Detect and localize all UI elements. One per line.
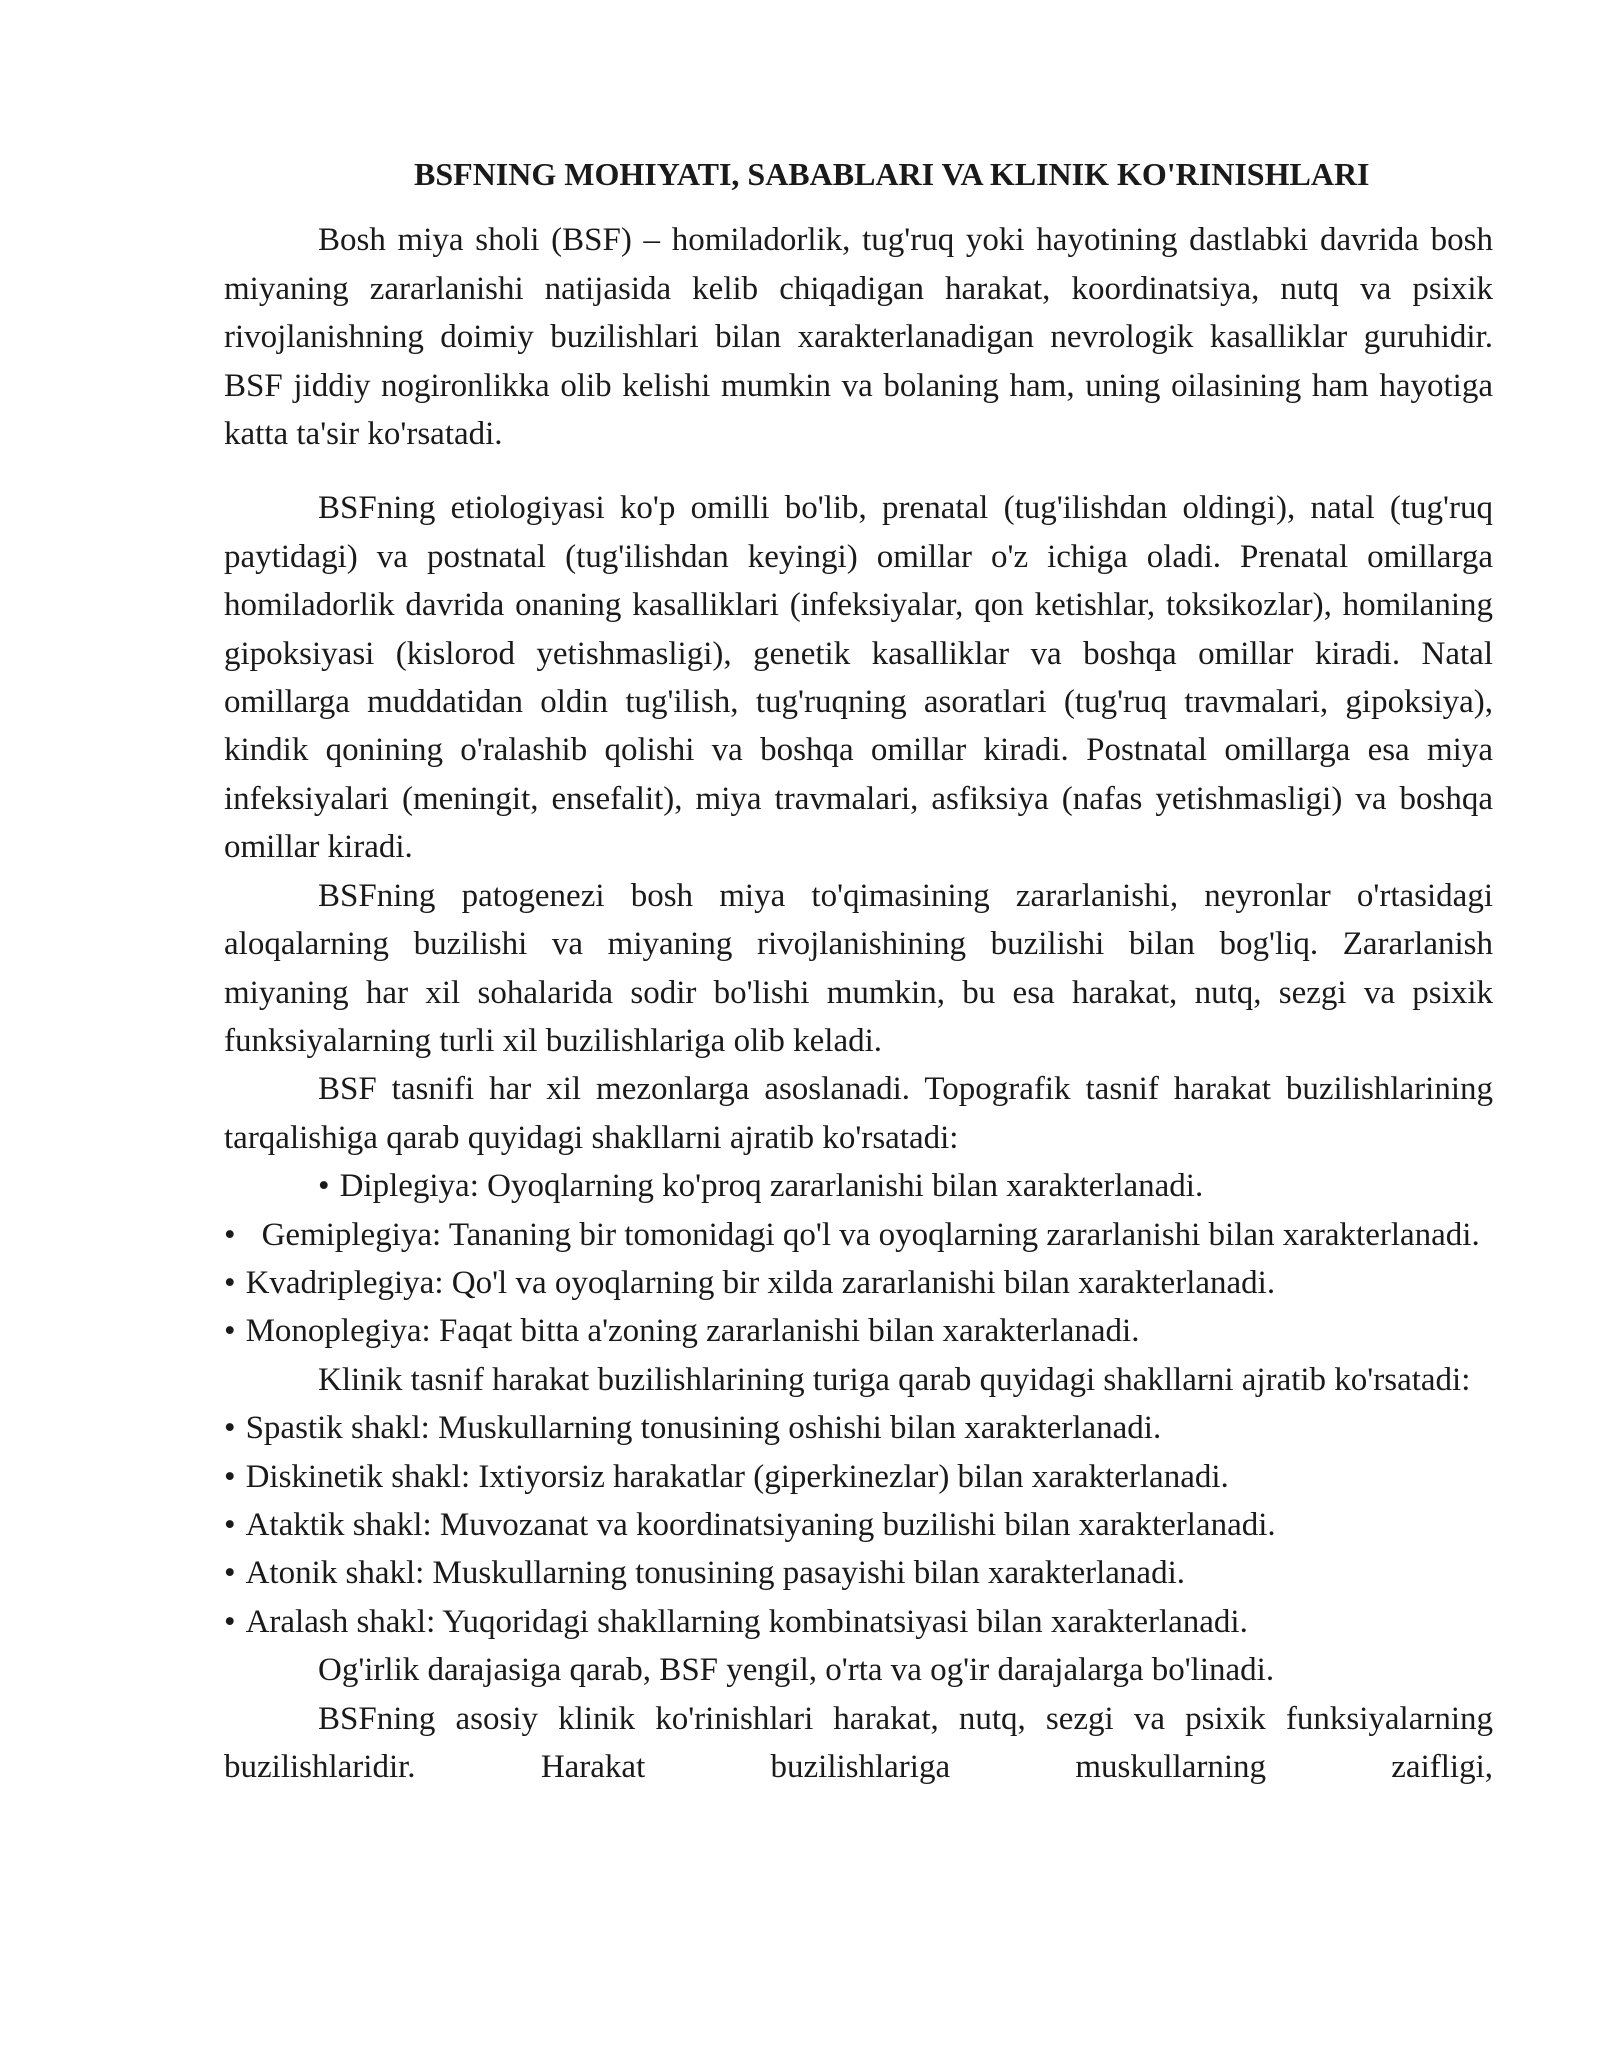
paragraph-severity: Og'irlik darajasiga qarab, BSF yengil, o'rta va og'ir darajalarga bo'linadi.	[318, 1652, 1275, 1689]
list-item-spastik	[224, 1404, 1493, 1452]
bullet-icon: •	[224, 1216, 236, 1253]
list-item-text: Spastik shakl: Muskullarning tonusining oshishi bilan xarakterlanadi.	[245, 1410, 1162, 1447]
bullet-icon: •	[224, 1506, 236, 1543]
list-item-text: Diskinetik shakl: Ixtiyorsiz harakatlar (giperkinezlar) bilan xarakterlanadi.	[245, 1458, 1229, 1495]
paragraph-clinical-intro: Klinik tasnif harakat buzilishlarining turiga qarab quyidagi shakllarni ajratib ko'rsatadi:	[318, 1361, 1471, 1398]
bullet-icon: •	[224, 1555, 236, 1592]
bullet-icon: •	[224, 1603, 236, 1640]
bullet-icon: •	[224, 1264, 236, 1301]
list-item-text: Monoplegiya: Faqat bitta a'zoning zararlanishi bilan xarakterlanadi.	[245, 1313, 1140, 1350]
list-item-gemiplegiya	[224, 1211, 1493, 1259]
list-item-text: Kvadriplegiya: Qo'l va oyoqlarning bir xilda zararlanishi bilan xarakterlanadi.	[245, 1264, 1276, 1301]
bullet-icon: •	[224, 1458, 236, 1495]
paragraph-definition: Bosh miya sholi (BSF) – homiladorlik, tug'ruq yoki hayotining dastlabki davrida bosh miyaning zararlanishi natijasida kelib chiqadigan harakat, koordinatsiya, nutq va psixik rivojlanishning doimiy buzilishlari bilan xarakterlanadigan nevrologik kasalliklar guruhidir. BSF jiddiy nogironlikka olib kelishi mumkin va bolaning ham, uning oilasining ham hayotiga katta ta'sir ko'rsatadi.	[224, 222, 1493, 453]
list-item-text: Gemiplegiya: Tananing bir tomonidagi qo'l va oyoqlarning zararlanishi bilan xarakterlanadi.	[261, 1216, 1480, 1253]
list-item-text: Aralash shakl: Yuqoridagi shakllarning kombinatsiyasi bilan xarakterlanadi.	[245, 1603, 1248, 1640]
list-item-monoplegiya	[224, 1307, 1493, 1355]
paragraph-pathogenesis: BSFning patogenezi bosh miya to'qimasining zararlanishi, neyronlar o'rtasidagi aloqalarning buzilishi va miyaning rivojlanishining buzilishi bilan bog'liq. Zararlanish miyaning har xil sohalarida sodir bo'lishi mumkin, bu esa harakat, nutq, sezgi va psixik funksiyalarning turli xil buzilishlariga olib keladi.	[224, 877, 1493, 1059]
bullet-icon: •	[224, 1313, 236, 1350]
paragraph-classification: BSF tasnifi har xil mezonlarga asoslanadi. Topografik tasnif harakat buzilishlarining tarqalishiga qarab quyidagi shakllarni ajratib ko'rsatadi:	[224, 1071, 1493, 1156]
list-item-kvadriplegiya	[224, 1259, 1493, 1307]
list-item-atonik	[224, 1549, 1493, 1597]
document-page	[224, 150, 1493, 1791]
paragraph-clinical-manifestations: BSFning asosiy klinik ko'rinishlari harakat, nutq, sezgi va psixik funksiyalarning buzilishlaridir. Harakat buzilishlariga muskullarning zaifligi,	[224, 1700, 1493, 1785]
list-item-text: Ataktik shakl: Muvozanat va koordinatsiyaning buzilishi bilan xarakterlanadi.	[245, 1506, 1276, 1543]
list-item-text: Atonik shakl: Muskullarning tonusining pasayishi bilan xarakterlanadi.	[245, 1555, 1185, 1592]
list-item-diskinetik	[224, 1453, 1493, 1501]
list-item-aralash	[224, 1598, 1493, 1646]
bullet-icon: •	[318, 1168, 330, 1205]
list-item-ataktik	[224, 1501, 1493, 1549]
list-item-diplegiya	[224, 1162, 1493, 1210]
paragraph-etiology: BSFning etiologiyasi ko'p omilli bo'lib, prenatal (tug'ilishdan oldingi), natal (tug'ruq paytidagi) va postnatal (tug'ilishdan keyingi) omillar o'z ichiga oladi. Prenatal omillarga homiladorlik davrida onaning kasalliklari (infeksiyalar, qon ketishlar, toksikozlar), homilaning gipoksiyasi (kislorod yetishmasligi), genetik kasalliklar va boshqa omillar kiradi. Natal omillarga muddatidan oldin tug'ilish, tug'ruqning asoratlari (tug'ruq travmalari, gipoksiya), kindik qonining o'ralashib qolishi va boshqa omillar kiradi. Postnatal omillarga esa miya infeksiyalari (meningit, ensefalit), miya travmalari, asfiksiya (nafas yetishmasligi) va boshqa omillar kiradi.	[224, 490, 1493, 866]
list-item-text: Diplegiya: Oyoqlarning ko'proq zararlanishi bilan xarakterlanadi.	[339, 1168, 1204, 1205]
document-title: BSFNING MOHIYATI, SABABLARI VA KLINIK KO'RINISHLARI	[414, 156, 1370, 192]
bullet-icon: •	[224, 1410, 236, 1447]
